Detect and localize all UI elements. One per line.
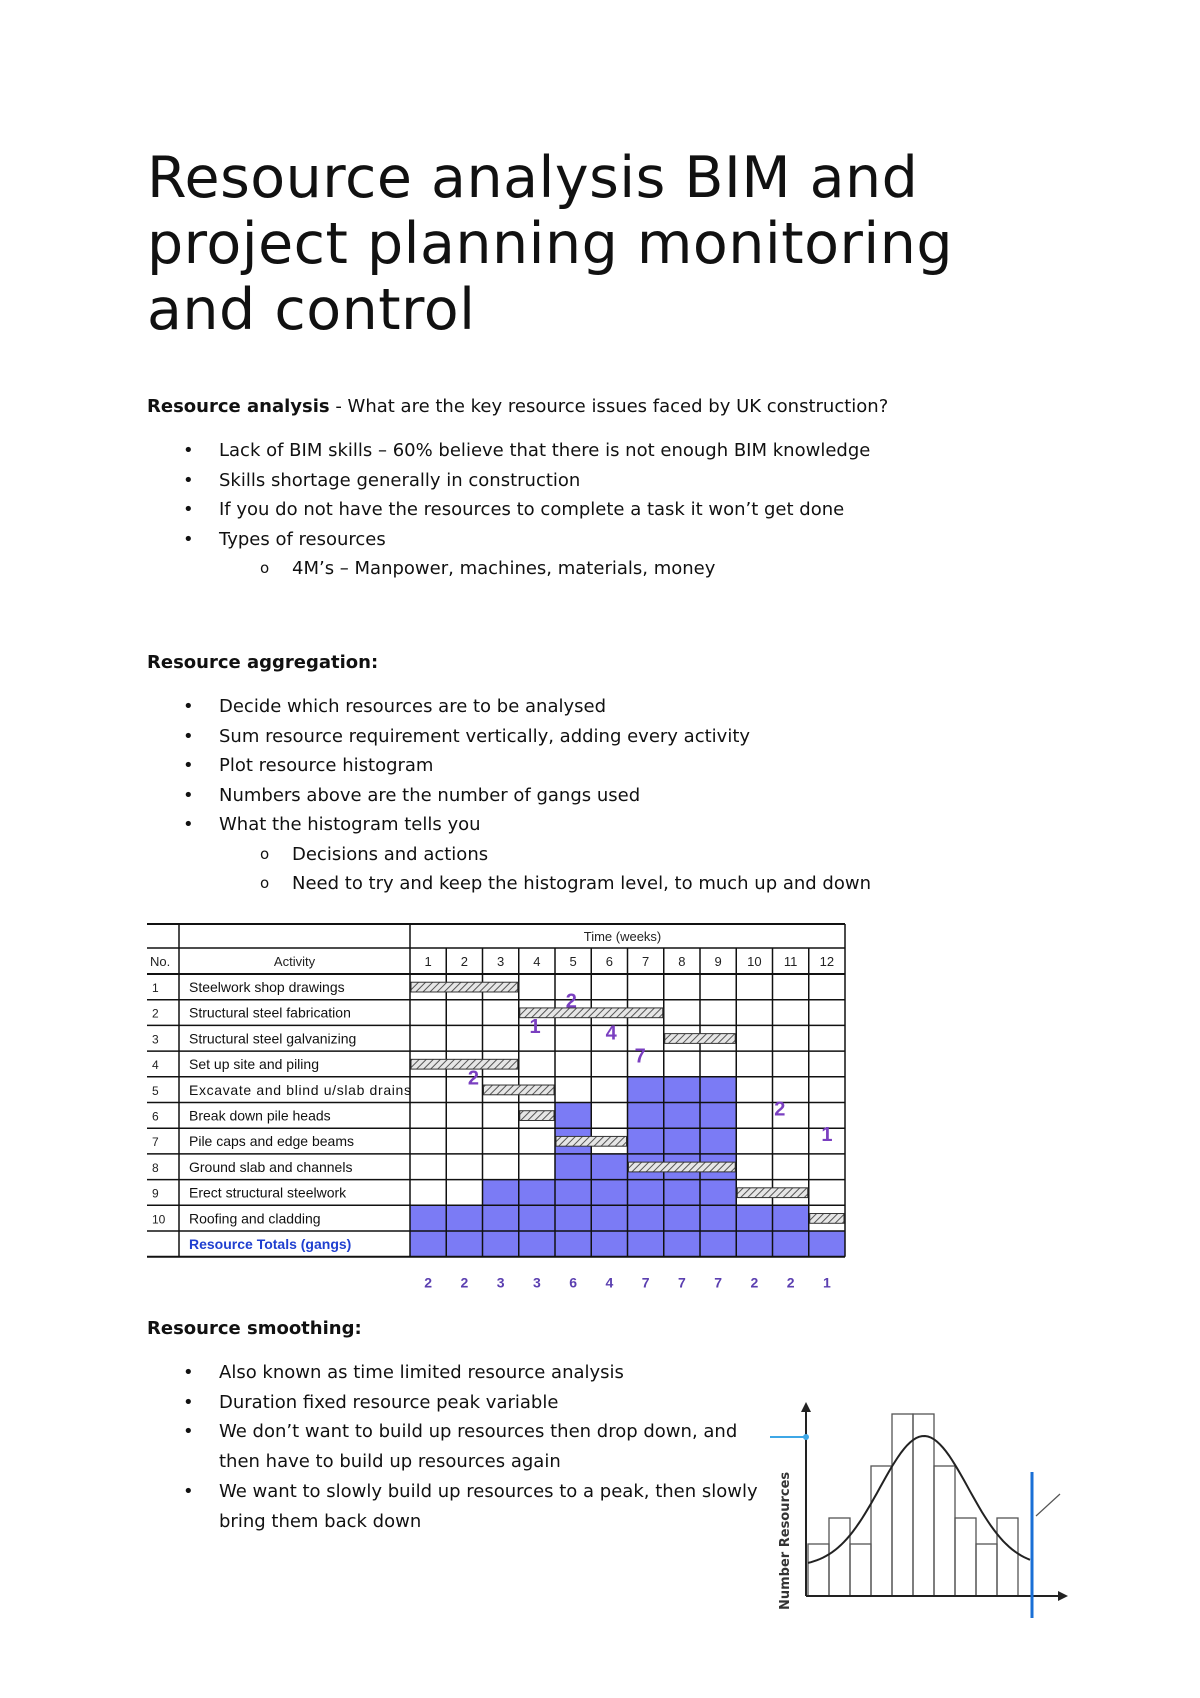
- no-header: No.: [150, 954, 171, 969]
- list-item: • Lack of BIM skills – 60% believe that there is not enough BIM knowledge: [147, 436, 870, 466]
- week-label: 8: [678, 954, 686, 969]
- smoothing-bar: [913, 1414, 934, 1596]
- activity-name: Structural steel galvanizing: [189, 1030, 357, 1047]
- activity-number: 5: [152, 1083, 159, 1098]
- activity-number: 8: [152, 1160, 159, 1175]
- sub-list-item: o Need to try and keep the histogram level, to much up and down: [147, 869, 871, 899]
- total-value: 7: [641, 1274, 650, 1291]
- week-label: 11: [783, 954, 798, 969]
- question-text: - What are the key resource issues faced by UK construction?: [329, 396, 889, 417]
- activity-name: Pile caps and edge beams: [189, 1133, 354, 1150]
- activity-name: Set up site and piling: [189, 1056, 319, 1073]
- list-item: • Duration fixed resource peak variable: [147, 1388, 777, 1418]
- list-item: • Plot resource histogram: [147, 751, 871, 781]
- list-item: • What the histogram tells you: [147, 810, 871, 840]
- list-item: • We don’t want to build up resources then drop down, and then have to build up resources again: [147, 1417, 777, 1477]
- total-value: 4: [605, 1274, 614, 1291]
- activity-name: Excavate and blind u/slab drains: [189, 1081, 411, 1098]
- smoothing-bar: [955, 1518, 976, 1596]
- list-item: • Decide which resources are to be analysed: [147, 692, 871, 722]
- smoothing-bar: [808, 1544, 829, 1596]
- week-label: 12: [819, 954, 835, 969]
- total-value: 3: [532, 1274, 541, 1291]
- list-item: • We want to slowly build up resources to a peak, then slowly bring them back down: [147, 1477, 777, 1537]
- activity-name: Break down pile heads: [189, 1107, 331, 1124]
- activity-number: 6: [152, 1109, 159, 1124]
- smoothing-bar: [850, 1544, 871, 1596]
- callout-number: 2: [774, 1098, 786, 1121]
- smoothing-heading-text: Resource smoothing:: [147, 1318, 362, 1339]
- activity-number: 1: [152, 981, 159, 995]
- activity-number: 3: [152, 1032, 159, 1047]
- activity-number: 10: [152, 1212, 166, 1227]
- week-label: 3: [497, 954, 505, 969]
- leader-line: [1036, 1494, 1060, 1516]
- total-value: 2: [750, 1274, 759, 1291]
- total-value: 7: [714, 1274, 723, 1291]
- callout-number: 2: [467, 1067, 479, 1090]
- total-value: 3: [496, 1274, 505, 1291]
- week-label: 1: [424, 954, 432, 969]
- smoothing-bar: [829, 1518, 850, 1596]
- total-value: 2: [786, 1274, 795, 1291]
- activity-header: Activity: [273, 954, 316, 969]
- activity-name: Roofing and cladding: [189, 1210, 321, 1227]
- activity-number: 9: [152, 1186, 159, 1201]
- week-label: 9: [714, 954, 722, 969]
- page-title: Resource analysis BIM and project planning monitoring and control: [147, 145, 954, 343]
- list-item: • Types of resources: [147, 525, 870, 555]
- y-axis-arrow: [801, 1402, 811, 1412]
- total-value: 1: [822, 1274, 831, 1291]
- time-header: Time (weeks): [583, 929, 662, 944]
- activity-name: Ground slab and channels: [189, 1158, 353, 1175]
- y-axis-label: Number Resources: [778, 1471, 793, 1610]
- sub-list-item: o 4M’s – Manpower, machines, materials, money: [147, 554, 870, 584]
- activity-name: Erect structural steelwork: [189, 1184, 347, 1201]
- week-label: 10: [747, 954, 762, 969]
- sub-list-item: o Decisions and actions: [147, 840, 871, 870]
- activity-name: Structural steel fabrication: [189, 1004, 351, 1021]
- list-item: • If you do not have the resources to complete a task it won’t get done: [147, 495, 870, 525]
- list-item: • Skills shortage generally in construction: [147, 466, 870, 496]
- activity-number: 7: [152, 1135, 159, 1150]
- list-item: • Also known as time limited resource analysis: [147, 1358, 777, 1388]
- resource-analysis-heading: Resource analysis: [147, 396, 330, 417]
- activity-name: Steelwork shop drawings: [189, 979, 345, 995]
- list-item: • Sum resource requirement vertically, adding every activity: [147, 722, 871, 752]
- activity-number: 4: [152, 1058, 159, 1073]
- x-axis-arrow: [1058, 1591, 1068, 1601]
- total-value: 2: [424, 1274, 433, 1291]
- smoothing-bar: [976, 1544, 997, 1596]
- callout-number: 4: [605, 1022, 617, 1045]
- smoothing-bar: [892, 1414, 913, 1596]
- callout-number: 2: [565, 990, 577, 1013]
- week-label: 2: [460, 954, 468, 969]
- callout-number: 1: [529, 1016, 541, 1039]
- total-value: 2: [460, 1274, 469, 1291]
- callout-number: 7: [634, 1045, 646, 1068]
- total-value: 7: [677, 1274, 686, 1291]
- week-label: 4: [533, 954, 541, 969]
- list-item: • Numbers above are the number of gangs used: [147, 781, 871, 811]
- week-label: 7: [642, 954, 650, 969]
- peak-marker-dot: [803, 1434, 809, 1440]
- total-value: 6: [569, 1274, 578, 1291]
- week-label: 5: [569, 954, 577, 969]
- smoothing-bar: [934, 1466, 955, 1596]
- callout-number: 1: [821, 1124, 833, 1147]
- activity-number: 2: [152, 1006, 159, 1021]
- smoothing-bar: [997, 1518, 1018, 1596]
- totals-label: Resource Totals (gangs): [189, 1236, 352, 1252]
- week-label: 6: [605, 954, 613, 969]
- aggregation-heading-text: Resource aggregation:: [147, 652, 379, 673]
